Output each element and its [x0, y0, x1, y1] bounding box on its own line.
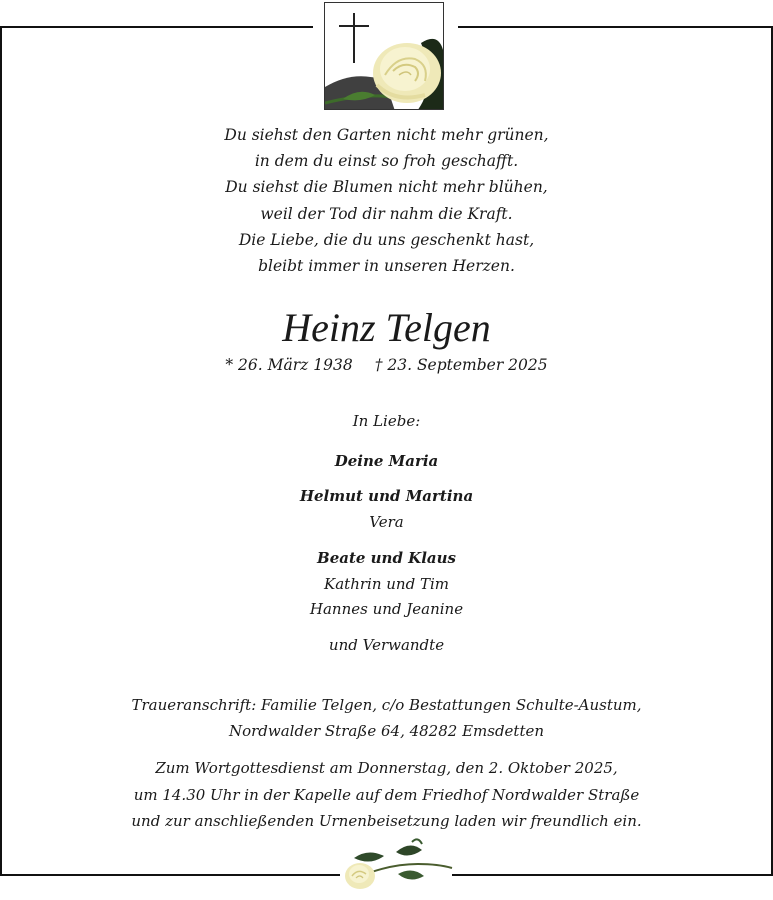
- birth-date: * 26. März 1938: [225, 356, 353, 374]
- frame-bottom-right: [452, 874, 773, 876]
- mourner-primary: Deine Maria: [334, 452, 439, 470]
- poem-line: in dem du einst so froh geschafft.: [254, 152, 519, 171]
- poem-line: Du siehst den Garten nicht mehr grünen,: [224, 126, 549, 144]
- service-line: und zur anschließenden Urnenbeisetzung laden wir freundlich ein.: [131, 812, 642, 830]
- poem: [0, 122, 773, 279]
- address-line: Nordwalder Straße 64, 48282 Emsdetten: [228, 722, 545, 740]
- poem-line: bleibt immer in unseren Herzen.: [258, 257, 515, 276]
- deceased-name: Heinz Telgen: [282, 305, 491, 350]
- life-dates: [0, 354, 773, 376]
- rose-icon: [338, 834, 454, 894]
- address-line: Traueranschrift: Familie Telgen, c/o Bestattungen Schulte-Austum,: [131, 696, 642, 714]
- in-love-label: In Liebe:: [352, 412, 421, 430]
- cross-icon: [325, 3, 444, 110]
- mourner-child: Vera: [369, 513, 404, 531]
- mourning-address: [0, 692, 773, 744]
- poem-line: Du siehst die Blumen nicht mehr blühen,: [225, 178, 548, 197]
- service-line: Zum Wortgottesdienst am Donnerstag, den 2. Oktober 2025,: [155, 759, 618, 777]
- death-date: † 23. September 2025: [374, 356, 548, 374]
- frame-top-right: [458, 26, 773, 28]
- frame-bottom-left: [0, 874, 340, 876]
- service-line: um 14.30 Uhr in der Kapelle auf dem Friedhof Nordwalder Straße: [133, 785, 640, 804]
- mourner-family: Helmut und Martina: [299, 487, 474, 505]
- mourner-child: Hannes und Jeanine: [309, 600, 464, 618]
- cross-rose-emblem: [324, 2, 444, 110]
- mourner-relatives: und Verwandte: [328, 636, 445, 654]
- mourner-family: Beate und Klaus: [317, 549, 456, 567]
- poem-line: Die Liebe, die du uns geschenkt hast,: [238, 230, 535, 249]
- poem-line: weil der Tod dir nahm die Kraft.: [260, 204, 513, 223]
- mourner-child: Kathrin und Tim: [324, 575, 449, 593]
- service-invitation: [0, 755, 773, 835]
- frame-top-left: [0, 26, 313, 28]
